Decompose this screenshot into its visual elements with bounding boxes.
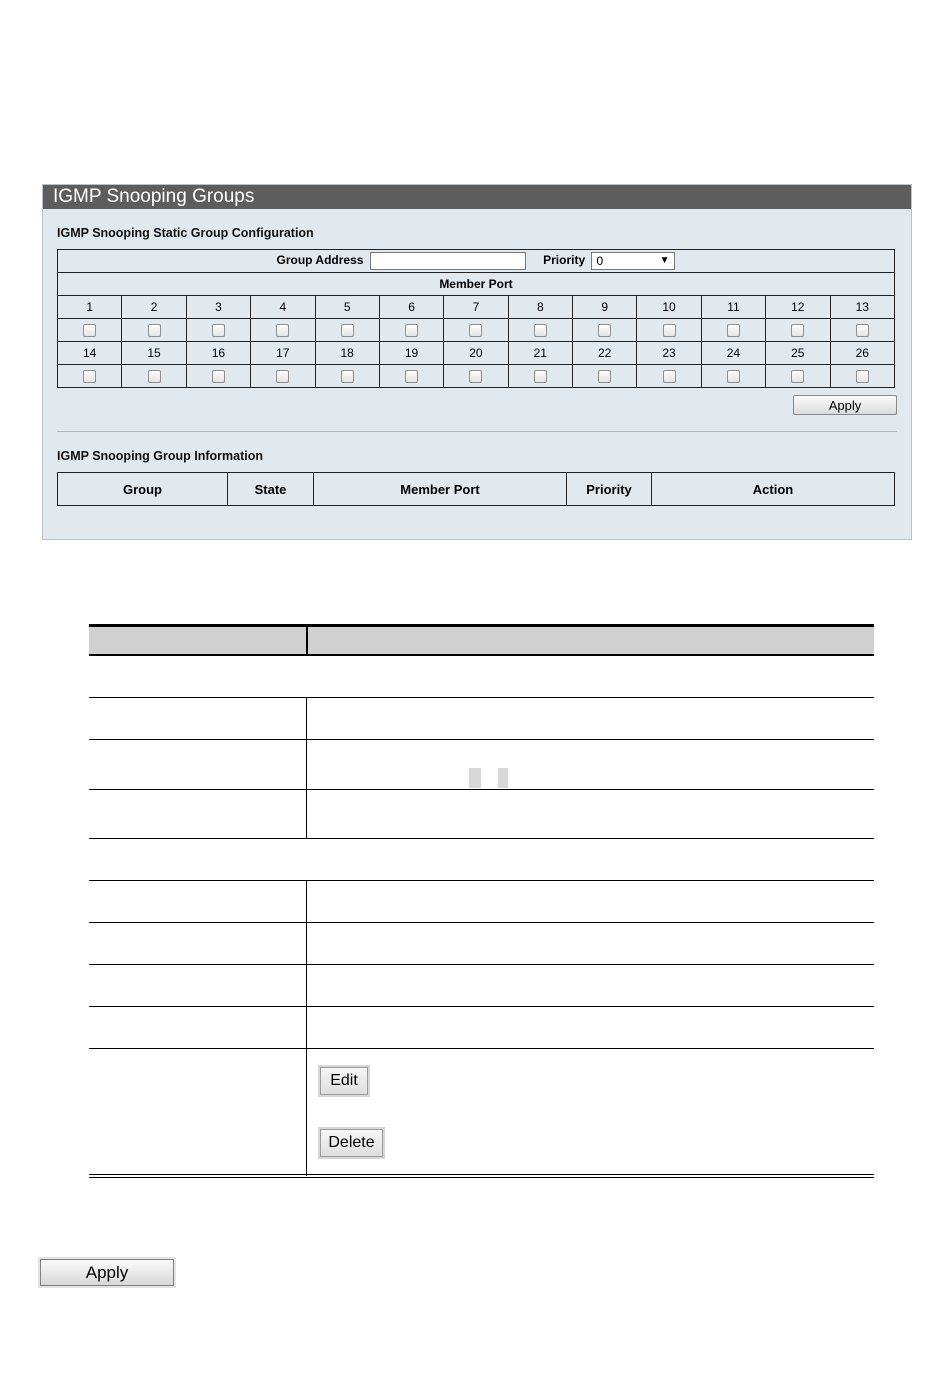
port-number: 23 [637,342,701,365]
group-address-label: Group Address [276,253,364,268]
port-25-checkbox[interactable] [791,370,804,383]
port-number: 12 [766,296,830,319]
port-number: 19 [379,342,443,365]
section-divider [57,431,897,432]
row-divider [89,964,874,965]
row-divider [89,838,874,839]
port-2-checkbox[interactable] [148,324,161,337]
port-number: 17 [251,342,315,365]
port-17-checkbox[interactable] [276,370,289,383]
port-number: 7 [444,296,508,319]
member-port-header: Member Port [58,273,895,296]
port-number: 15 [122,342,186,365]
priority-label: Priority [543,253,586,268]
column-header-state: State [228,473,314,506]
port-number: 1 [58,296,122,319]
port-14-checkbox[interactable] [83,370,96,383]
port-checkbox-row-1 [58,319,895,342]
column-header-group: Group [58,473,228,506]
port-22-checkbox[interactable] [598,370,611,383]
column-divider [306,880,307,1176]
row-divider [89,1006,874,1007]
priority-value: 0 [596,254,604,268]
port-6-checkbox[interactable] [405,324,418,337]
table-bottom-border [89,1174,874,1178]
delete-button[interactable]: Delete [320,1129,383,1157]
port-1-checkbox[interactable] [83,324,96,337]
port-16-checkbox[interactable] [212,370,225,383]
group-info-section-label: IGMP Snooping Group Information [57,449,263,463]
port-number: 24 [701,342,765,365]
port-number: 9 [573,296,637,319]
port-7-checkbox[interactable] [469,324,482,337]
port-number: 2 [122,296,186,319]
port-10-checkbox[interactable] [663,324,676,337]
port-number: 5 [315,296,379,319]
port-number: 18 [315,342,379,365]
port-9-checkbox[interactable] [598,324,611,337]
port-8-checkbox[interactable] [534,324,547,337]
port-number: 8 [508,296,572,319]
row-divider [89,1048,874,1049]
port-20-checkbox[interactable] [469,370,482,383]
port-numbers-row-2 [58,342,895,365]
apply-button-large[interactable] [38,1257,176,1288]
dropdown-arrow-icon: ▼ [659,255,670,266]
port-number: 4 [251,296,315,319]
port-19-checkbox[interactable] [405,370,418,383]
port-13-checkbox[interactable] [856,324,869,337]
group-address-input[interactable] [370,252,526,270]
group-info-table [57,472,895,506]
port-18-checkbox[interactable] [341,370,354,383]
port-number: 11 [701,296,765,319]
port-number: 21 [508,342,572,365]
port-15-checkbox[interactable] [148,370,161,383]
scan-artifact [469,768,481,788]
port-11-checkbox[interactable] [727,324,740,337]
port-number: 26 [830,342,895,365]
apply-button[interactable]: Apply [793,395,897,415]
port-5-checkbox[interactable] [341,324,354,337]
port-number: 14 [58,342,122,365]
port-26-checkbox[interactable] [856,370,869,383]
row-divider [89,789,874,790]
column-divider [306,697,307,838]
port-number: 3 [186,296,250,319]
apply-button-label: Apply [40,1259,174,1286]
port-4-checkbox[interactable] [276,324,289,337]
group-address-row [58,250,895,273]
row-divider [89,697,874,698]
port-21-checkbox[interactable] [534,370,547,383]
edit-button[interactable]: Edit [320,1067,368,1095]
port-number: 20 [444,342,508,365]
port-number: 22 [573,342,637,365]
static-group-config-table [57,249,895,388]
port-number: 25 [766,342,830,365]
port-numbers-row-1 [58,296,895,319]
table-header-row [89,624,874,656]
igmp-snooping-groups-panel [42,184,912,540]
column-header-member-port: Member Port [314,473,567,506]
row-divider [89,880,874,881]
port-23-checkbox[interactable] [663,370,676,383]
row-divider [89,739,874,740]
panel-title: IGMP Snooping Groups [43,185,911,209]
column-header-action: Action [652,473,895,506]
priority-select[interactable] [591,252,675,270]
port-24-checkbox[interactable] [727,370,740,383]
scan-artifact [498,768,508,788]
port-checkbox-row-2 [58,365,895,388]
port-number: 6 [379,296,443,319]
port-3-checkbox[interactable] [212,324,225,337]
port-number: 10 [637,296,701,319]
column-header-priority: Priority [567,473,652,506]
port-12-checkbox[interactable] [791,324,804,337]
row-divider [89,922,874,923]
port-number: 13 [830,296,895,319]
port-number: 16 [186,342,250,365]
static-group-section-label: IGMP Snooping Static Group Configuration [57,226,314,240]
